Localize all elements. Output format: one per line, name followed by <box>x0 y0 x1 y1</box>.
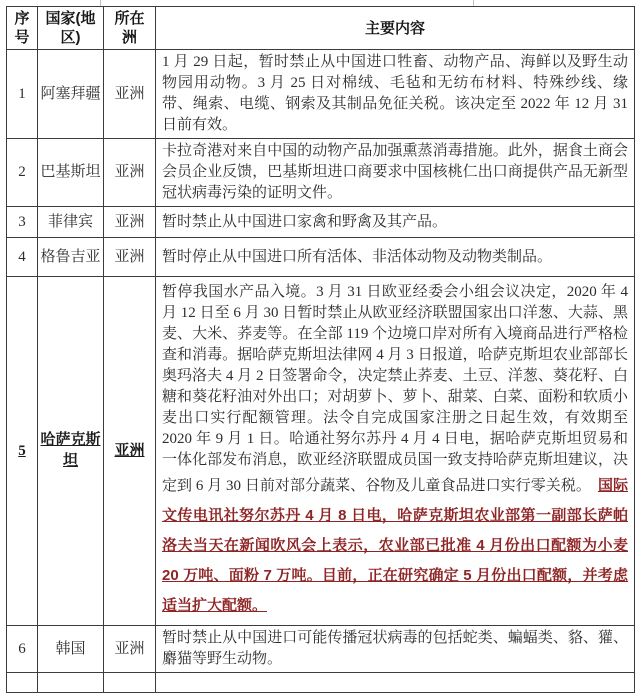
content-text: 暂时停止从中国进口所有活体、非活体动物及动物类制品。 <box>162 248 553 265</box>
country-cell: 韩国 <box>38 626 104 673</box>
content-cell <box>156 50 635 139</box>
content-cell <box>156 207 635 238</box>
row-number-cell: 3 <box>7 207 38 238</box>
content-cell <box>156 139 635 207</box>
content-text: 暂停我国水产品入境。3 月 31 日欧亚经委会小组会议决定，2020 年 4 月 12 日至 6 月 30 日暂时禁止从欧亚经济联盟国家出口洋葱、大蒜、黑麦、大米、荞麦等。在全部 119 个边境口岸对所有入境商品进行严格检查和消毒。据哈萨克斯坦法律网 4 月 3 日报道，哈萨克斯坦农业部部长奥玛洛夫 4 月 2 日签署命令，决定禁止荞麦、土豆、洋葱、葵花籽、白糖和葵花籽油对外出口；对胡萝卜、萝卜、甜菜、白菜、面粉和软质小麦出口实行配额管理。法令自完成国家注册之日起生效，有效期至 2020 年 9 月 1 日。哈通社努尔苏丹 4 月 4 日电，据哈萨克斯坦贸易和一体化部发布消息，欧亚经济联盟成员国一致支持哈萨克斯坦建议，决定到 6 月 30 日前对部分蔬菜、谷物及儿童食品进口实行零关税。 <box>162 283 628 494</box>
content-cell <box>156 238 635 277</box>
table-row <box>7 626 635 673</box>
content-text: 暂时禁止从中国进口家禽和野禽及其产品。 <box>162 213 448 230</box>
continent-cell: 亚洲 <box>104 207 156 238</box>
header-main-content: 主要内容 <box>156 7 635 50</box>
continent-cell: 亚洲 <box>104 139 156 207</box>
continent-cell: 亚洲 <box>104 50 156 139</box>
row-number-cell: 6 <box>7 626 38 673</box>
header-continent: 所在 洲 <box>104 7 156 50</box>
content-cell <box>156 277 635 626</box>
content-text: 暂时禁止从中国进口可能传播冠状病毒的包括蛇类、蝙蝠类、貉、獾、麝猫等野生动物。 <box>162 630 628 667</box>
country-cell: 巴基斯坦 <box>38 139 104 207</box>
header-seq-no: 序号 <box>7 7 38 50</box>
empty-cell <box>104 673 156 693</box>
continent-cell: 亚洲 <box>104 626 156 673</box>
empty-cell <box>38 673 104 693</box>
content-text: 1 月 29 日起，暂时禁止从中国进口牲畜、动物产品、海鲜以及野生动物园用动物。3 月 25 日对棉绒、毛毡和无纺布材料、特殊纱线、缘带、绳索、电缆、钢索及其制品免征关税。该决定至 2022 年 12 月 31 日前有效。 <box>162 54 628 133</box>
table-row <box>7 50 635 139</box>
table-row <box>7 277 635 626</box>
header-row <box>7 7 635 50</box>
header-country: 国家(地 区) <box>38 7 104 50</box>
table-row <box>7 207 635 238</box>
row-number-cell: 2 <box>7 139 38 207</box>
country-cell: 菲律宾 <box>38 207 104 238</box>
row-number-cell: 1 <box>7 50 38 139</box>
row-number-cell: 5 <box>7 277 38 626</box>
content-text: 卡拉奇港对来自中国的动物产品加强熏蒸消毒措施。此外，据食土商会会员企业反馈，巴基斯坦进口商要求中国核桃仁出口商提供产品无新型冠状病毒污染的证明文件。 <box>162 143 628 201</box>
partial-row <box>7 673 635 693</box>
content-cell <box>156 626 635 673</box>
highlighted-text: 国际文传电讯社努尔苏丹 4 月 8 日电，哈萨克斯坦农业部第一副部长萨帕洛夫当天在新闻吹风会上表示，农业部已批准 4 月份出口配额为小麦 20 万吨、面粉 7 万吨。目前，正在研究确定 5 月份出口配额，并考虑适当扩大配额。 <box>162 476 628 614</box>
table-row <box>7 238 635 277</box>
country-cell: 哈萨克斯坦 <box>38 277 104 626</box>
row-number-cell: 4 <box>7 238 38 277</box>
empty-cell <box>156 673 635 693</box>
country-cell: 阿塞拜疆 <box>38 50 104 139</box>
empty-cell <box>7 673 38 693</box>
trade-restrictions-table <box>6 6 635 693</box>
continent-cell: 亚洲 <box>104 238 156 277</box>
continent-cell: 亚洲 <box>104 277 156 626</box>
country-cell: 格鲁吉亚 <box>38 238 104 277</box>
table-row <box>7 139 635 207</box>
